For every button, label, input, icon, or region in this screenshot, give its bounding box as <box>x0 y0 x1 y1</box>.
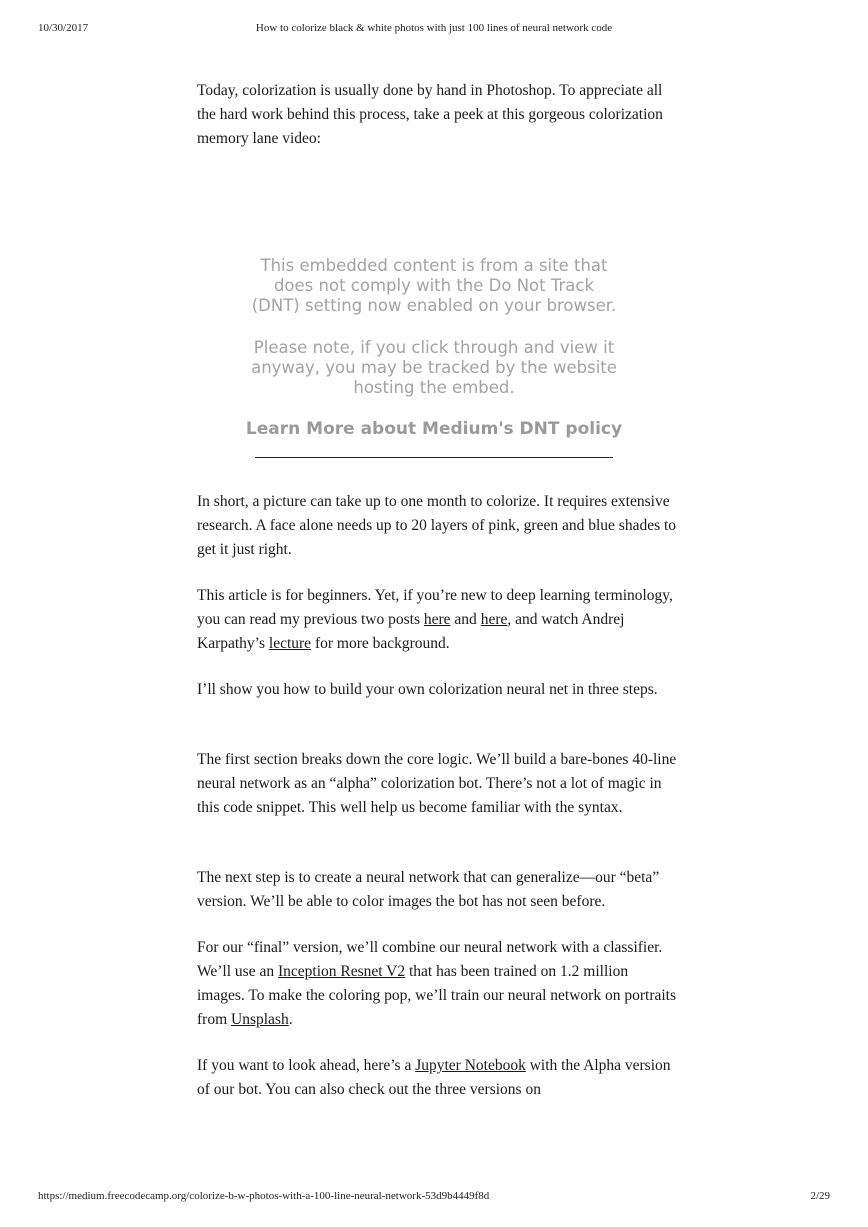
print-date: 10/30/2017 <box>38 22 89 34</box>
paragraph-3-text: I’ll show you how to build your own colorization neural net in three steps. <box>197 681 658 698</box>
p7-text-2: with the Alpha version of our bot. You can also check out the three versions on <box>197 1057 671 1098</box>
p2-text-1: This article is for beginners. Yet, if you’re new to deep learning terminology, you can read my previous two posts <box>197 587 673 628</box>
paragraph-4 <box>197 748 677 820</box>
embed-line-5: anyway, you may be tracked by the website <box>251 358 617 377</box>
dnt-embed-notice <box>240 256 628 439</box>
inception-resnet-link[interactable]: Inception Resnet V2 <box>277 963 406 980</box>
print-title: How to colorize black & white photos with just 100 lines of neural network code <box>255 22 613 34</box>
embed-line-3: (DNT) setting now enabled on your browser. <box>251 296 617 315</box>
p2-text-3: , and watch Andrej Karpathy’s <box>197 611 625 652</box>
p2-text-2: and <box>450 611 481 628</box>
intro-paragraph <box>197 79 677 151</box>
paragraph-1-text: In short, a picture can take up to one month to colorize. It requires extensive research. A face alone needs up to 20 layers of pink, green and blue shades to get it just right. <box>197 493 677 558</box>
paragraph-1 <box>197 490 677 562</box>
paragraph-6 <box>197 936 677 1032</box>
p6-text-3: . <box>288 1011 293 1028</box>
intro-text: Today, colorization is usually done by hand in Photoshop. To appreciate all the hard work behind this process, take a peek at this gorgeous colorization memory lane video: <box>197 82 663 147</box>
page-number: 2/29 <box>810 1190 830 1202</box>
embed-line-6: hosting the embed. <box>353 378 515 397</box>
lecture-link[interactable]: lecture <box>268 635 312 652</box>
jupyter-notebook-link[interactable]: Jupyter Notebook <box>415 1057 526 1074</box>
embed-divider <box>255 457 613 458</box>
dnt-policy-link[interactable]: Learn More about Medium's DNT policy <box>245 419 623 439</box>
p7-text-1: If you want to look ahead, here’s a <box>197 1057 416 1074</box>
p6-text-2: that has been trained on 1.2 million images. To make the coloring pop, we’ll train our neural network on portraits from <box>197 963 677 1028</box>
print-url: https://medium.freecodecamp.org/colorize-b-w-photos-with-a-100-line-neural-network-53d9b4449f8d <box>38 1190 490 1202</box>
embed-line-2: does not comply with the Do Not Track <box>273 276 595 295</box>
paragraph-4-text: The first section breaks down the core logic. We’ll build a bare-bones 40-line neural network as an “alpha” colorization bot. There’s not a lot of magic in this code snippet. This well help us become familiar with the syntax. <box>197 751 677 816</box>
paragraph-7 <box>197 1054 677 1102</box>
unsplash-link[interactable]: Unsplash <box>231 1011 289 1028</box>
previous-post-link-1[interactable]: here <box>423 611 451 628</box>
paragraph-5-text: The next step is to create a neural network that can generalize—our “beta” version. We’ll be able to color images the bot has not seen before. <box>197 869 660 910</box>
embed-line-1: This embedded content is from a site that <box>260 256 608 275</box>
paragraph-2 <box>197 584 677 656</box>
p2-text-4: for more background. <box>311 635 450 652</box>
p6-text-1: For our “final” version, we’ll combine our neural network with a classifier. We’ll use an <box>197 939 663 980</box>
embed-line-4: Please note, if you click through and view it <box>253 338 615 357</box>
paragraph-5 <box>197 866 677 914</box>
paragraph-3 <box>197 678 677 702</box>
previous-post-link-2[interactable]: here <box>480 611 508 628</box>
